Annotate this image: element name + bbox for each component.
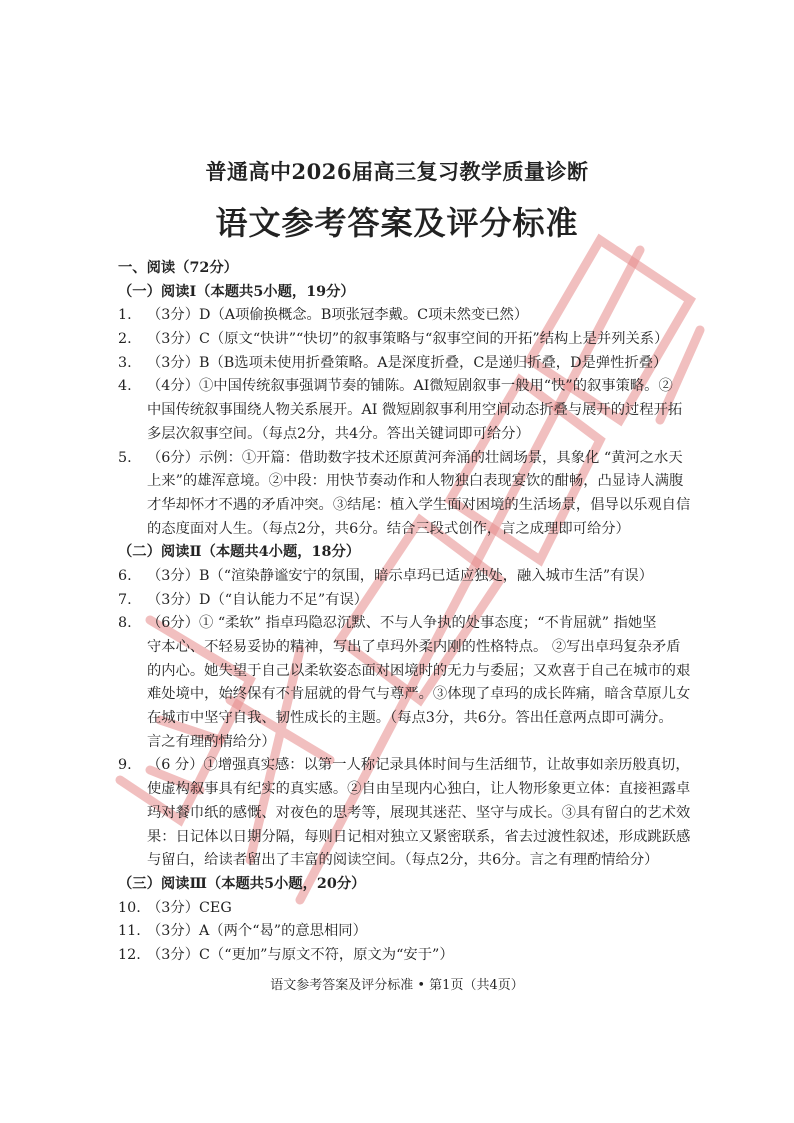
exam-title: 普通高中2026届高三复习教学质量诊断 xyxy=(205,159,589,184)
answer-line xyxy=(118,683,691,707)
section-heading-reading-1: （一）阅读Ⅰ（本题共5小题，19分） xyxy=(118,283,355,300)
answer-item xyxy=(118,754,691,872)
section-heading-reading-2: （二）阅读Ⅱ（本题共4小题，18分） xyxy=(118,544,361,561)
answer-text: 的内心。她失望于自己以柔软姿态面对困境时的无力与委屈；又欢喜于自己在城市的艰 xyxy=(147,662,691,679)
answer-line xyxy=(118,636,683,660)
answer-line xyxy=(118,447,683,471)
answer-text: （6分）示例：①开篇：借助数字技术还原黄河奔涌的壮阔场景，具象化 “黄河之水天 xyxy=(147,449,683,466)
answer-text: 使虚构叙事具有纪实的真实感。②自由呈现内心独白，让人物形象更立体：直接袒露卓 xyxy=(147,781,691,798)
question-number: 4. xyxy=(118,378,132,395)
answer-line xyxy=(118,375,683,399)
answer-line xyxy=(118,778,691,802)
answer-line xyxy=(118,328,683,352)
answer-line xyxy=(118,399,683,423)
answer-content xyxy=(118,257,691,968)
answer-item xyxy=(118,565,683,589)
answer-text: 上来”的雄浑意境。②中段：用快节奏动作和人物独白表现宴饮的酣畅，凸显诗人满腹 xyxy=(147,473,684,490)
answer-line xyxy=(118,494,691,518)
answer-item xyxy=(118,375,683,446)
question-number: 5. xyxy=(118,449,132,466)
answer-line xyxy=(118,304,683,328)
answer-line xyxy=(118,565,683,589)
answer-item xyxy=(118,897,683,921)
answer-text: （6 分）①增强真实感：以第一人称记录具体时间与生活细节，让故事如亲历般真切， xyxy=(147,757,690,774)
answer-text: （3分）C（原文“快讲”“快切”的叙事策略与“叙事空间的开拓”结构上是并列关系） xyxy=(147,331,669,348)
answer-text: 在城市中坚守自我、韧性成长的主题。（每点3分，共6分。答出任意两点即可满分。 xyxy=(147,710,673,727)
question-number: 11. xyxy=(118,923,141,940)
answer-line xyxy=(118,826,691,850)
answer-item xyxy=(118,304,683,328)
answer-text: 中国传统叙事围绕人物关系展开。AI 微短剧叙事利用空间动态折叠与展开的过程开拓 xyxy=(147,402,683,419)
answer-text: 玛对餐巾纸的感慨、对夜色的思考等，展现其迷茫、坚守与成长。③具有留白的艺术效 xyxy=(147,804,691,821)
answer-item xyxy=(118,920,683,944)
answer-text: 的态度面对人生。（每点2分，共6分。结合三段式创作，言之成理即可给分） xyxy=(147,520,630,537)
answer-line xyxy=(118,612,683,636)
question-number: 9. xyxy=(118,757,132,774)
answer-text: （6分）① “柔软” 指卓玛隐忍沉默、不与人争执的处事态度；“不肯屈就” 指她坚 xyxy=(147,615,657,632)
answer-text: （3分）A（两个“曷”的意思相同） xyxy=(147,923,367,940)
question-number: 6. xyxy=(118,567,132,584)
question-number: 1. xyxy=(118,307,132,324)
answer-text: （3分）B（B选项未使用折叠策略。A是深度折叠，C是递归折叠，D是弹性折叠） xyxy=(147,354,668,371)
answer-line xyxy=(118,944,683,968)
answer-line xyxy=(118,707,683,731)
answer-line xyxy=(118,518,683,542)
answer-item xyxy=(118,328,683,352)
question-number: 2. xyxy=(118,331,132,348)
answer-text: （3分）B（“渲染静谧安宁的氛围，暗示卓玛已适应独处，融入城市生活”有误） xyxy=(147,567,654,584)
answer-line xyxy=(118,849,683,873)
answer-text: （3分）D（“自认能力不足”有误） xyxy=(147,591,369,608)
answer-line xyxy=(118,589,683,613)
answer-text: （4分）①中国传统叙事强调节奏的铺陈。AI微短剧叙事一般用“快”的叙事策略。② xyxy=(147,378,673,395)
document-title: 语文参考答案及评分标准 xyxy=(215,204,579,242)
answer-line xyxy=(118,920,683,944)
question-number: 8. xyxy=(118,615,132,632)
answer-text: 言之有理酌情给分） xyxy=(147,733,276,750)
answer-item xyxy=(118,352,683,376)
answer-text: （3分）D（A项偷换概念。B项张冠李戴。C项未然变已然） xyxy=(147,307,529,324)
answer-text: 守本心、不轻易妥协的精神，写出了卓玛外柔内刚的性格特点。 ②写出卓玛复杂矛盾 xyxy=(147,639,681,655)
answer-text: （3分）CEG xyxy=(147,899,232,916)
answer-line xyxy=(118,470,683,494)
answer-line xyxy=(118,754,690,778)
question-number: 7. xyxy=(118,591,132,608)
question-number: 10. xyxy=(118,899,141,916)
question-number: 12. xyxy=(118,946,141,963)
answer-line xyxy=(118,897,683,921)
page-footer: 语文参考答案及评分标准 • 第1页（共4页） xyxy=(270,978,524,993)
answer-text: 与留白，给读者留出了丰富的阅读空间。（每点2分，共6分。言之有理酌情给分） xyxy=(147,852,659,869)
answer-item xyxy=(118,944,683,968)
answer-item xyxy=(118,447,691,542)
answer-text: 多层次叙事空间。（每点2分，共4分。答出关键词即可给分） xyxy=(147,425,530,442)
answer-text: 果：日记体以日期分隔，每则日记相对独立又紧密联系，省去过渡性叙述，形成跳跃感 xyxy=(147,828,691,845)
answer-item xyxy=(118,589,683,613)
answer-line xyxy=(118,423,683,447)
answer-text: 难处境中，始终保有不肯屈就的骨气与尊严。③体现了卓玛的成长阵痛，暗含草原儿女 xyxy=(147,686,691,703)
question-number: 3. xyxy=(118,354,132,371)
answer-line xyxy=(118,352,683,376)
answer-item xyxy=(118,612,691,754)
section-heading-reading-3: （三）阅读Ⅲ（本题共5小题，20分） xyxy=(118,875,366,892)
part-heading-reading: 一、阅读（72分） xyxy=(118,260,238,276)
answer-line xyxy=(118,731,683,755)
answer-line xyxy=(118,660,691,684)
answer-text: 才华却怀才不遇的矛盾冲突。③结尾：植入学生面对困境的生活场景，倡导以乐观自信 xyxy=(147,496,691,513)
answer-line xyxy=(118,802,691,826)
answer-text: （3分）C（“更加”与原文不符，原文为“安于”） xyxy=(147,946,454,963)
